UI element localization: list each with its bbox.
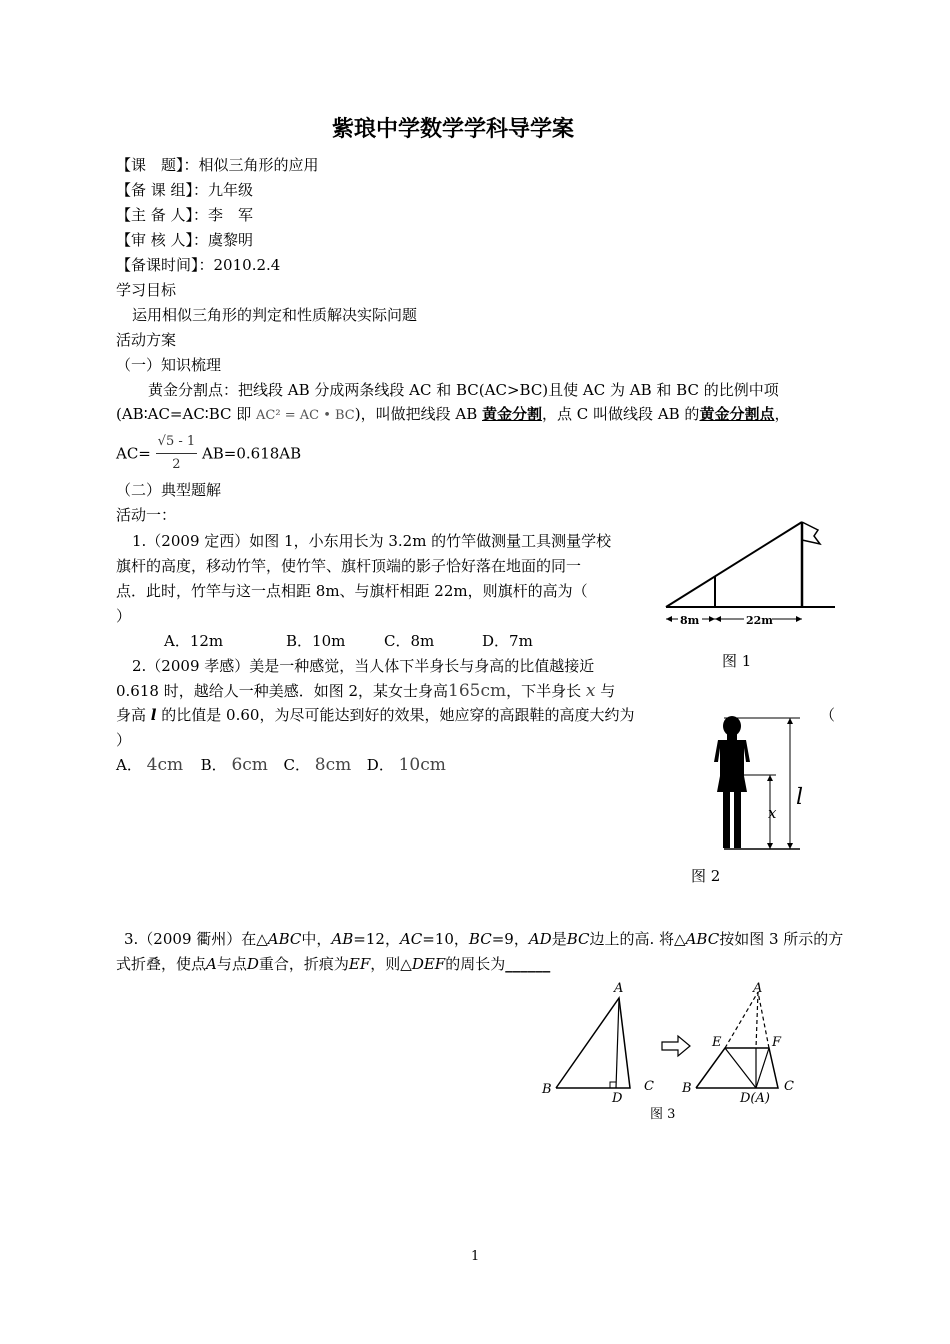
figure-3-caption: 图 3: [650, 1107, 676, 1122]
fig2-x: x: [768, 804, 777, 822]
figure-1-caption: 图 1: [722, 652, 752, 670]
pt-b: B: [542, 1082, 552, 1097]
topic-value: 相似三角形的应用: [198, 156, 319, 174]
flag: [802, 522, 820, 544]
q3-t1: 3.（2009 衢州）在△: [124, 930, 268, 948]
q1-line-4: ）: [116, 607, 132, 625]
section-knowledge: （一）知识梳理: [116, 356, 222, 374]
q2-text-b: ，下半身长: [506, 682, 582, 700]
lead-value: 李 军: [208, 206, 254, 224]
q2-letter-d: D．: [366, 756, 394, 774]
pt-a: A: [614, 981, 624, 996]
folded-figure: [696, 1048, 778, 1088]
q2-line-2: [116, 683, 615, 700]
goals-heading: 学习目标: [116, 281, 177, 299]
q2-letter-c: C．: [283, 756, 310, 774]
q2-text-a: 0.618 时，越给人一种美感．如图 2，某女士身高: [116, 682, 449, 700]
group-value: 九年级: [208, 181, 254, 199]
pt-e: E: [712, 1035, 722, 1050]
q3-t7: 边上的高. 将△: [589, 930, 686, 948]
q2-line-4: ）: [116, 731, 132, 749]
q3-d: D: [246, 955, 259, 973]
q2-letter-a: A．: [116, 756, 142, 774]
goals-text: 运用相似三角形的判定和性质解决实际问题: [132, 306, 418, 324]
q2-option-c: 8cm: [314, 755, 352, 775]
q3-t9: 式折叠，使点: [116, 955, 207, 973]
figure-2-woman: [700, 712, 820, 860]
meta-date: [116, 258, 280, 273]
var-l: l: [150, 706, 157, 724]
height-value: 165cm: [448, 681, 507, 701]
golden-fraction: [156, 432, 197, 475]
q3-t4: =10，: [422, 930, 469, 948]
fold-arrow: [662, 1036, 690, 1056]
group-label: 【备 课 组】：: [116, 181, 209, 199]
q2-text-c: 与: [600, 682, 616, 700]
q3-line-2: [116, 957, 550, 972]
pt-b2: B: [682, 1081, 692, 1096]
lead-label: 【主 备 人】：: [116, 206, 209, 224]
reviewer-value: 虞黎明: [208, 231, 254, 249]
figure-2-caption: 图 2: [691, 867, 721, 885]
q3-t13: 的周长为: [445, 955, 506, 973]
activity-one: 活动一：: [116, 506, 177, 524]
q1-line-2: 旗杆的高度，移动竹竿，使竹竿、旗杆顶端的影子恰好落在地面的同一: [116, 557, 582, 575]
pt-f: F: [772, 1035, 782, 1050]
q2-letter-b: B．: [200, 756, 227, 774]
meta-group: [116, 183, 253, 198]
fig2-l: l: [796, 785, 804, 810]
page-title: 紫琅中学数学学科导学案: [332, 117, 575, 142]
q3-t10: 与点: [216, 955, 247, 973]
q3-ad: AD: [528, 930, 552, 948]
meta-lead: [116, 208, 253, 223]
date-value: 2010.2.4: [213, 256, 281, 274]
q3-t6: 是: [551, 930, 567, 948]
topic-label: 【课 题】：: [116, 156, 199, 174]
var-x: x: [585, 681, 596, 701]
term-golden-section: 黄金分割: [482, 405, 543, 423]
pt-da: D(A): [740, 1091, 770, 1106]
fraction-numerator: √5 - 1: [156, 432, 197, 454]
section-examples: （二）典型题解: [116, 481, 222, 499]
q2-text-d: 身高: [116, 706, 147, 724]
golden-line-2: [116, 407, 789, 422]
meta-topic: [116, 158, 319, 173]
q3-def: DEF: [411, 955, 446, 973]
pt-c2: C: [784, 1079, 794, 1094]
figure-1-flagpole: [660, 516, 840, 634]
label-22m: 22m: [746, 614, 773, 627]
woman-silhouette: [714, 716, 750, 848]
q3-bc: BC: [468, 930, 492, 948]
q2-text-e: 的比值是 0.60，为尽可能达到好的效果，她应穿的高跟鞋的高度大约为: [161, 706, 635, 724]
fraction-denominator: 2: [172, 457, 181, 472]
meta-reviewer: [116, 233, 253, 248]
q3-a: A: [206, 955, 217, 973]
label-8m: 8m: [680, 614, 700, 627]
pt-a2: A: [753, 981, 763, 996]
ac-equals: AC=: [116, 444, 151, 463]
q3-t11: 重合，折痕为: [258, 955, 349, 973]
q2-options: [116, 757, 446, 774]
q2-paren-open: （: [820, 706, 836, 724]
q3-bc2: BC: [566, 930, 590, 948]
q3-t5: =9，: [491, 930, 529, 948]
golden-text-c: ，点 C 叫做线段 AB 的: [542, 405, 700, 423]
q3-line-1: [124, 932, 843, 947]
q1-line-3: 点．此时，竹竿与这一点相距 8m、与旗杆相距 22m，则旗杆的高为（: [116, 582, 588, 600]
golden-line-3: [116, 432, 301, 475]
q1-option-d: D．7m: [482, 632, 533, 650]
q1-line-1: 1.（2009 定西）如图 1，小东用长为 3.2m 的竹竿做测量工具测量学校: [132, 532, 612, 550]
q3-t12: ，则△: [370, 955, 412, 973]
q3-t2: 中，: [301, 930, 332, 948]
q1-option-b: B．10m: [286, 632, 346, 650]
golden-text-a: (AB∶AC=AC∶BC 即: [116, 405, 252, 423]
q2-line-1: 2.（2009 孝感）美是一种感觉，当人体下半身长与身高的比值越接近: [132, 657, 595, 675]
golden-result: AB=0.618AB: [201, 444, 302, 463]
q3-answer-blank: ______: [505, 955, 551, 973]
reviewer-label: 【审 核 人】：: [116, 231, 209, 249]
date-label: 【备课时间】：: [116, 256, 214, 274]
q1-option-a: A．12m: [164, 632, 224, 650]
term-golden-point: 黄金分割点: [699, 405, 775, 423]
page-number: 1: [471, 1249, 480, 1264]
q3-ef: EF: [348, 955, 371, 973]
golden-text-d: ，: [774, 405, 790, 423]
golden-formula: AC² = AC • BC: [256, 408, 355, 423]
q2-line-3: [116, 708, 634, 723]
golden-line-1: 黄金分割点：把线段 AB 分成两条线段 AC 和 BC(AC>BC)且使 AC 为 AB 和 BC 的比例中项: [148, 381, 779, 399]
q2-option-b: 6cm: [231, 755, 268, 775]
altitude-ad: [616, 998, 619, 1088]
golden-text-b: )，叫做把线段 AB: [354, 405, 478, 423]
q3-abc2: ABC: [685, 930, 720, 948]
q3-t3: =12，: [353, 930, 400, 948]
figure-3-fold: [536, 978, 806, 1126]
pt-c: C: [644, 1079, 654, 1094]
q3-abc: ABC: [267, 930, 302, 948]
q1-option-c: C．8m: [384, 632, 435, 650]
plan-heading: 活动方案: [116, 331, 177, 349]
q3-ac: AC: [399, 930, 423, 948]
pt-d: D: [612, 1091, 623, 1106]
q2-option-a: 4cm: [146, 755, 184, 775]
q3-t8: 按如图 3 所示的方: [719, 930, 844, 948]
shadow-ray: [666, 522, 802, 607]
q3-ab: AB: [331, 930, 354, 948]
q2-option-d: 10cm: [398, 755, 446, 775]
